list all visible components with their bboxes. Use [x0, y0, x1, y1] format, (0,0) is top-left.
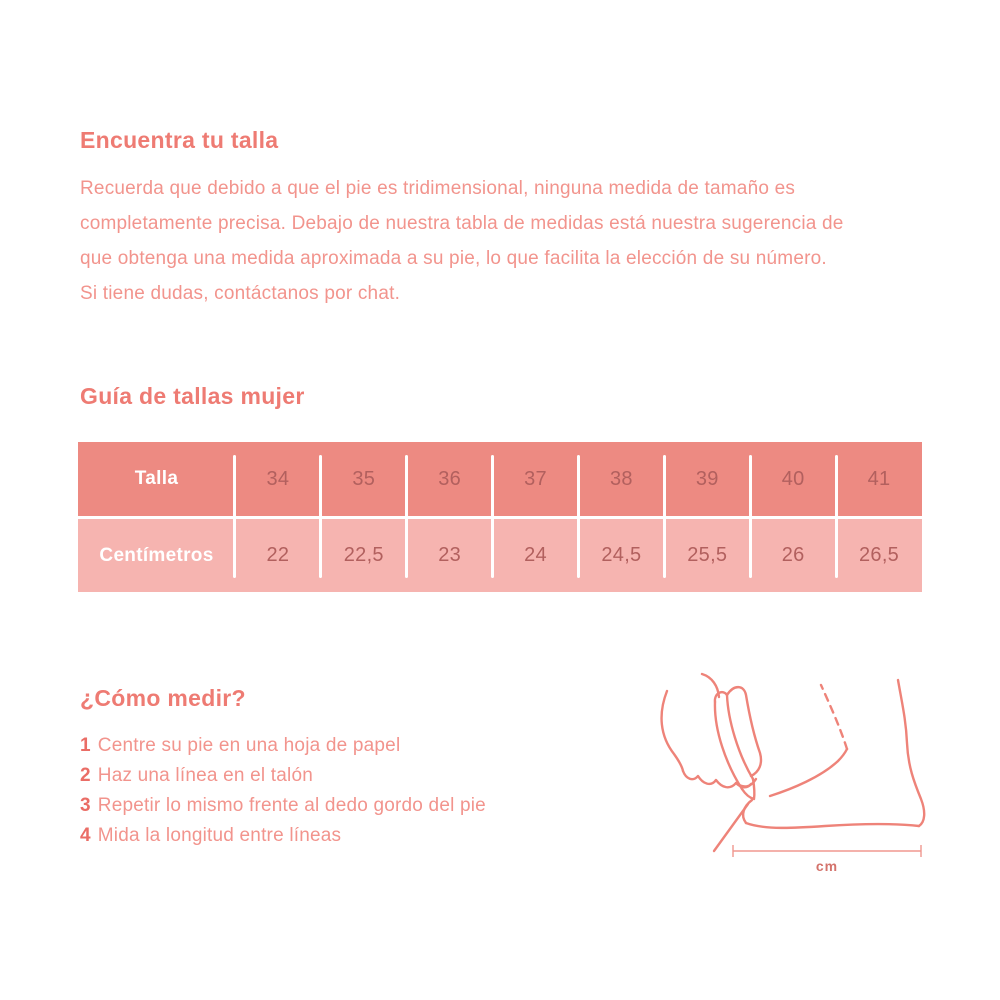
arm-line — [662, 691, 683, 771]
size-cell: 35 — [352, 467, 376, 490]
foot-outline — [743, 680, 924, 828]
cm-cell: 22 — [266, 544, 290, 566]
size-table-header-row — [78, 442, 922, 519]
cm-cell: 24 — [524, 544, 547, 566]
step-text: Repetir lo mismo frente al dedo gordo del pie — [97, 795, 486, 816]
hand-with-pencil-drawing — [662, 674, 925, 851]
size-guide-title: Guía de tallas mujer — [80, 383, 305, 409]
instep-line — [770, 749, 847, 796]
pencil-icon — [715, 692, 727, 702]
cm-cell: 26 — [781, 544, 805, 566]
column-divider — [491, 455, 494, 578]
size-cell: 36 — [438, 467, 462, 490]
column-divider — [663, 455, 666, 578]
size-cell: 41 — [867, 467, 891, 490]
column-divider — [233, 455, 236, 578]
measure-step — [80, 796, 486, 816]
size-table — [78, 442, 922, 592]
column-divider — [319, 455, 322, 578]
cm-label: cm — [815, 858, 839, 874]
foot-measurement-illustration — [630, 658, 940, 888]
step-number: 2 — [80, 765, 91, 786]
how-to-measure-title: ¿Cómo medir? — [80, 685, 246, 711]
intro-paragraph — [80, 171, 960, 311]
sole-line — [746, 823, 919, 828]
column-divider — [835, 455, 838, 578]
measure-steps-list — [80, 736, 486, 846]
cm-cell: 23 — [438, 544, 462, 566]
cm-cell: 26,5 — [858, 544, 900, 566]
size-table-cm-row — [78, 519, 922, 592]
intro-text-line: Si tiene dudas, contáctanos por chat. — [80, 283, 401, 304]
size-cell: 39 — [695, 467, 719, 490]
measure-step — [80, 766, 486, 786]
size-cell: 34 — [266, 467, 290, 490]
step-number: 4 — [80, 825, 91, 846]
column-divider — [577, 455, 580, 578]
size-row-label: Talla — [134, 468, 179, 489]
cm-row-label: Centímetros — [99, 544, 214, 566]
step-text: Haz una línea en el talón — [97, 765, 313, 786]
size-cell: 38 — [610, 467, 633, 490]
column-divider — [405, 455, 408, 578]
cm-cell: 24,5 — [601, 544, 642, 566]
step-number: 1 — [80, 735, 91, 756]
heel-line — [898, 680, 924, 826]
cm-cell: 22,5 — [343, 544, 384, 566]
shin-dashed-line — [821, 685, 847, 749]
step-text: Mida la longitud entre líneas — [97, 825, 342, 846]
measurement-line — [733, 845, 921, 857]
step-text: Centre su pie en una hoja de papel — [97, 735, 401, 756]
size-cell: 40 — [781, 467, 805, 490]
measure-step — [80, 736, 486, 756]
step-number: 3 — [80, 795, 91, 816]
intro-text-line: que obtenga una medida aproximada a su pie, lo que facilita la elección de su número. — [80, 248, 827, 269]
intro-text-line: completamente precisa. Debajo de nuestra tabla de medidas está nuestra sugerencia de — [80, 213, 844, 234]
size-cell: 37 — [524, 467, 547, 490]
find-your-size-title: Encuentra tu talla — [80, 127, 279, 153]
cm-cell: 25,5 — [687, 544, 728, 566]
column-divider — [749, 455, 752, 578]
intro-text-line: Recuerda que debido a que el pie es tridimensional, ninguna medida de tamaño es — [80, 178, 796, 199]
toe-line — [743, 800, 752, 823]
measure-step — [80, 826, 486, 846]
